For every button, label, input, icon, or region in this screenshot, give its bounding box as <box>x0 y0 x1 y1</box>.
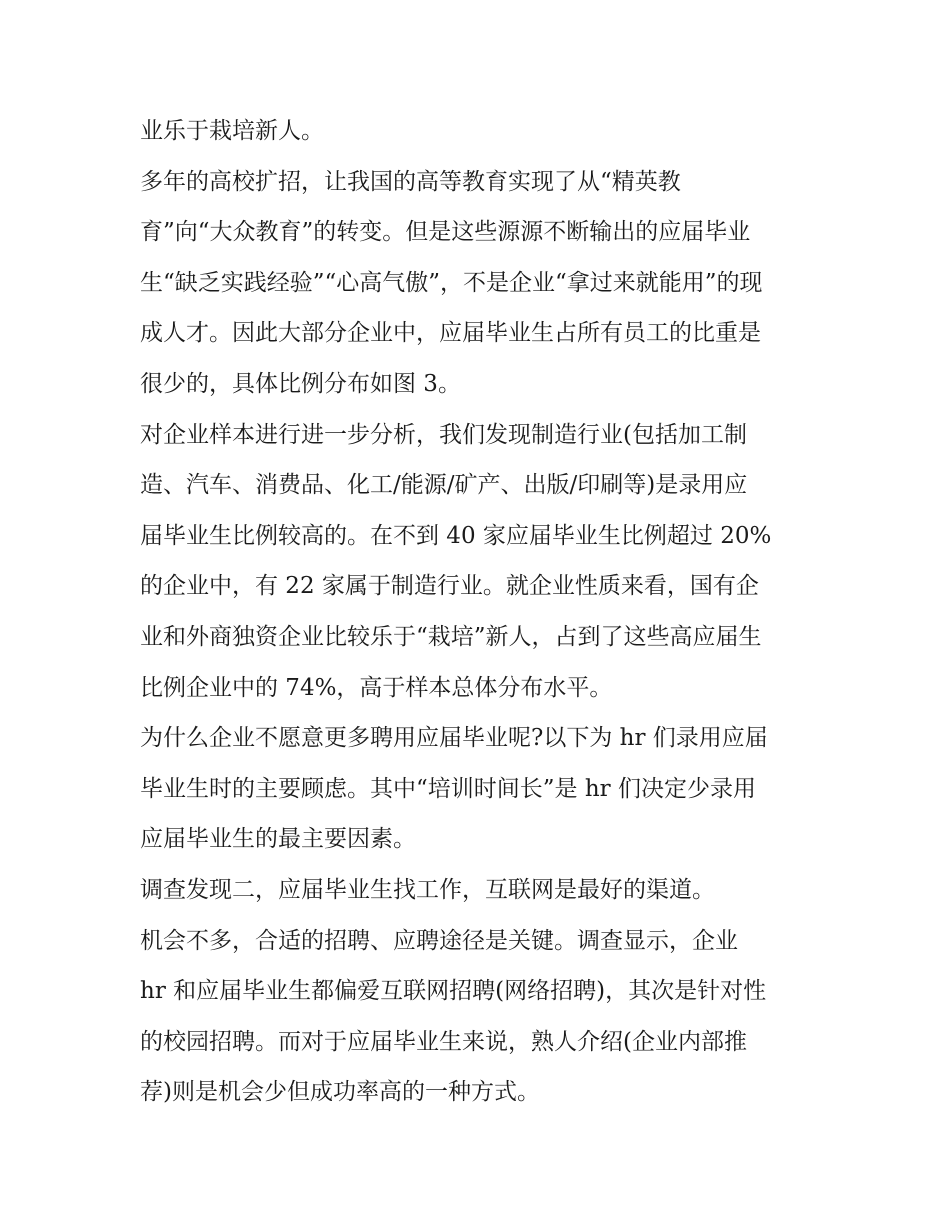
text-line: 调查发现二，应届毕业生找工作，互联网是最好的渠道。 <box>140 876 715 903</box>
text-line: 育”向“大众教育”的转变。但是这些源源不断输出的应届毕业 <box>140 219 751 246</box>
text-line: 业和外商独资企业比较乐于“栽培”新人，占到了这些高应届生 <box>140 623 762 650</box>
text-line: 比例企业中的 74%，高于样本总体分布水平。 <box>140 674 613 701</box>
text-line: 造、汽车、消费品、化工/能源/矿产、出版/印刷等)是录用应 <box>140 472 748 499</box>
text-line: 的企业中，有 22 家属于制造行业。就企业性质来看，国有企 <box>140 573 759 600</box>
text-line: 机会不多，合适的招聘、应聘途径是关键。调查显示，企业 <box>140 927 738 954</box>
text-line: 很少的，具体比例分布如图 3。 <box>140 370 461 397</box>
text-line: 的校园招聘。而对于应届毕业生来说，熟人介绍(企业内部推 <box>140 1028 747 1055</box>
text-line: 业乐于栽培新人。 <box>140 118 324 144</box>
body-text <box>140 106 820 1118</box>
text-line: 毕业生时的主要顾虑。其中“培训时间长”是 hr 们决定少录用 <box>140 775 756 802</box>
text-line: 届毕业生比例较高的。在不到 40 家应届毕业生比例超过 20% <box>140 522 772 549</box>
text-line: hr 和应届毕业生都偏爱互联网招聘(网络招聘)，其次是针对性 <box>140 978 767 1005</box>
text-line: 荐)则是机会少但成功率高的一种方式。 <box>140 1079 540 1106</box>
text-line: 应届毕业生的最主要因素。 <box>140 826 416 853</box>
text-line: 多年的高校扩招，让我国的高等教育实现了从“精英教 <box>140 168 681 195</box>
text-line: 成人才。因此大部分企业中，应届毕业生占所有员工的比重是 <box>140 320 761 347</box>
text-line: 为什么企业不愿意更多聘用应届毕业呢?以下为 hr 们录用应届 <box>140 725 768 752</box>
text-line: 生“缺乏实践经验”“心高气傲”，不是企业“拿过来就能用”的现 <box>140 269 763 296</box>
text-line: 对企业样本进行进一步分析，我们发现制造行业(包括加工制 <box>140 421 747 448</box>
